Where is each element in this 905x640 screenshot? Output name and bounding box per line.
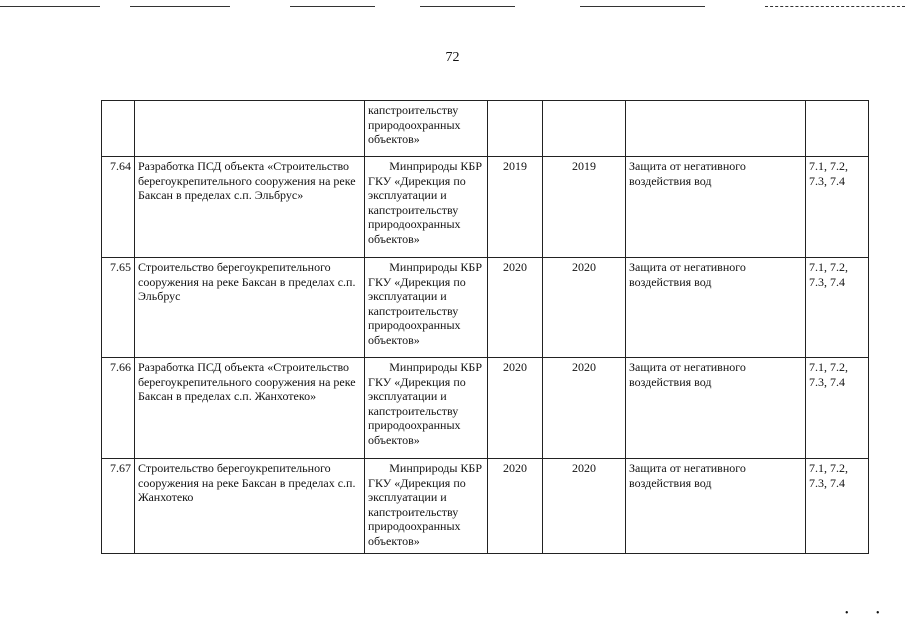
end-year-cell: [543, 101, 626, 157]
row-number-cell: [102, 101, 135, 157]
executor-cell: [365, 459, 488, 554]
indicators-cell: 7.1, 7.2, 7.3, 7.4: [806, 459, 869, 554]
result-cell: Защита от негативного воздействия вод: [626, 459, 806, 554]
table-row: [102, 258, 869, 358]
result-cell: [626, 101, 806, 157]
indicators-cell: [806, 101, 869, 157]
end-year-cell: 2020: [543, 258, 626, 358]
end-year-cell: 2020: [543, 358, 626, 459]
executor-agency: ГКУ «Дирекция по эксплуатации и капстроительству природоохранных объектов»: [368, 173, 466, 246]
indicators-cell: 7.1, 7.2, 7.3, 7.4: [806, 258, 869, 358]
row-number-cell: 7.67: [102, 459, 135, 554]
measure-name-cell: Разработка ПСД объекта «Строительство берегоукрепительного сооружения на реке Баксан в пределах с.п. Эльбрус»: [135, 157, 365, 258]
result-cell: Защита от негативного воздействия вод: [626, 358, 806, 459]
table-row: [102, 459, 869, 554]
measures-table: [101, 100, 869, 554]
executor-ministry: Минприроды КБР: [389, 260, 482, 274]
executor-cell: [365, 157, 488, 258]
result-cell: Защита от негативного воздействия вод: [626, 157, 806, 258]
end-year-cell: 2020: [543, 459, 626, 554]
executor-cell: [365, 358, 488, 459]
indicators-cell: 7.1, 7.2, 7.3, 7.4: [806, 358, 869, 459]
executor-ministry: Минприроды КБР: [389, 159, 482, 173]
start-year-cell: [488, 101, 543, 157]
measure-name-cell: Разработка ПСД объекта «Строительство берегоукрепительного сооружения на реке Баксан в пределах с.п. Жанхотеко»: [135, 358, 365, 459]
start-year-cell: 2019: [488, 157, 543, 258]
row-number-cell: 7.65: [102, 258, 135, 358]
executor-cell: капстроительству природоохранных объектов»: [365, 101, 488, 157]
header-rule: [290, 6, 375, 7]
table-row: [102, 358, 869, 459]
header-rule: [420, 6, 515, 7]
start-year-cell: 2020: [488, 358, 543, 459]
header-rule: [765, 6, 905, 7]
measure-name-cell: Строительство берегоукрепительного сооружения на реке Баксан в пределах с.п. Жанхотеко: [135, 459, 365, 554]
executor-ministry: Минприроды КБР: [389, 461, 482, 475]
measure-name-cell: Строительство берегоукрепительного сооружения на реке Баксан в пределах с.п. Эльбрус: [135, 258, 365, 358]
table-row: [102, 157, 869, 258]
measure-name-cell: [135, 101, 365, 157]
executor-agency: ГКУ «Дирекция по эксплуатации и капстроительству природоохранных объектов»: [368, 274, 466, 347]
row-number-cell: 7.66: [102, 358, 135, 459]
header-rule: [130, 6, 230, 7]
table-row: [102, 101, 869, 157]
row-number-cell: 7.64: [102, 157, 135, 258]
start-year-cell: 2020: [488, 258, 543, 358]
end-year-cell: 2019: [543, 157, 626, 258]
header-rule: [0, 6, 100, 7]
result-cell: Защита от негативного воздействия вод: [626, 258, 806, 358]
scan-mark: •: [845, 608, 849, 619]
start-year-cell: 2020: [488, 459, 543, 554]
scan-mark: •: [876, 608, 880, 619]
executor-agency: ГКУ «Дирекция по эксплуатации и капстроительству природоохранных объектов»: [368, 374, 466, 447]
executor-cell: [365, 258, 488, 358]
header-rule: [580, 6, 705, 7]
executor-agency: ГКУ «Дирекция по эксплуатации и капстроительству природоохранных объектов»: [368, 475, 466, 548]
page-number: 72: [445, 50, 460, 65]
executor-ministry: Минприроды КБР: [389, 360, 482, 374]
indicators-cell: 7.1, 7.2, 7.3, 7.4: [806, 157, 869, 258]
